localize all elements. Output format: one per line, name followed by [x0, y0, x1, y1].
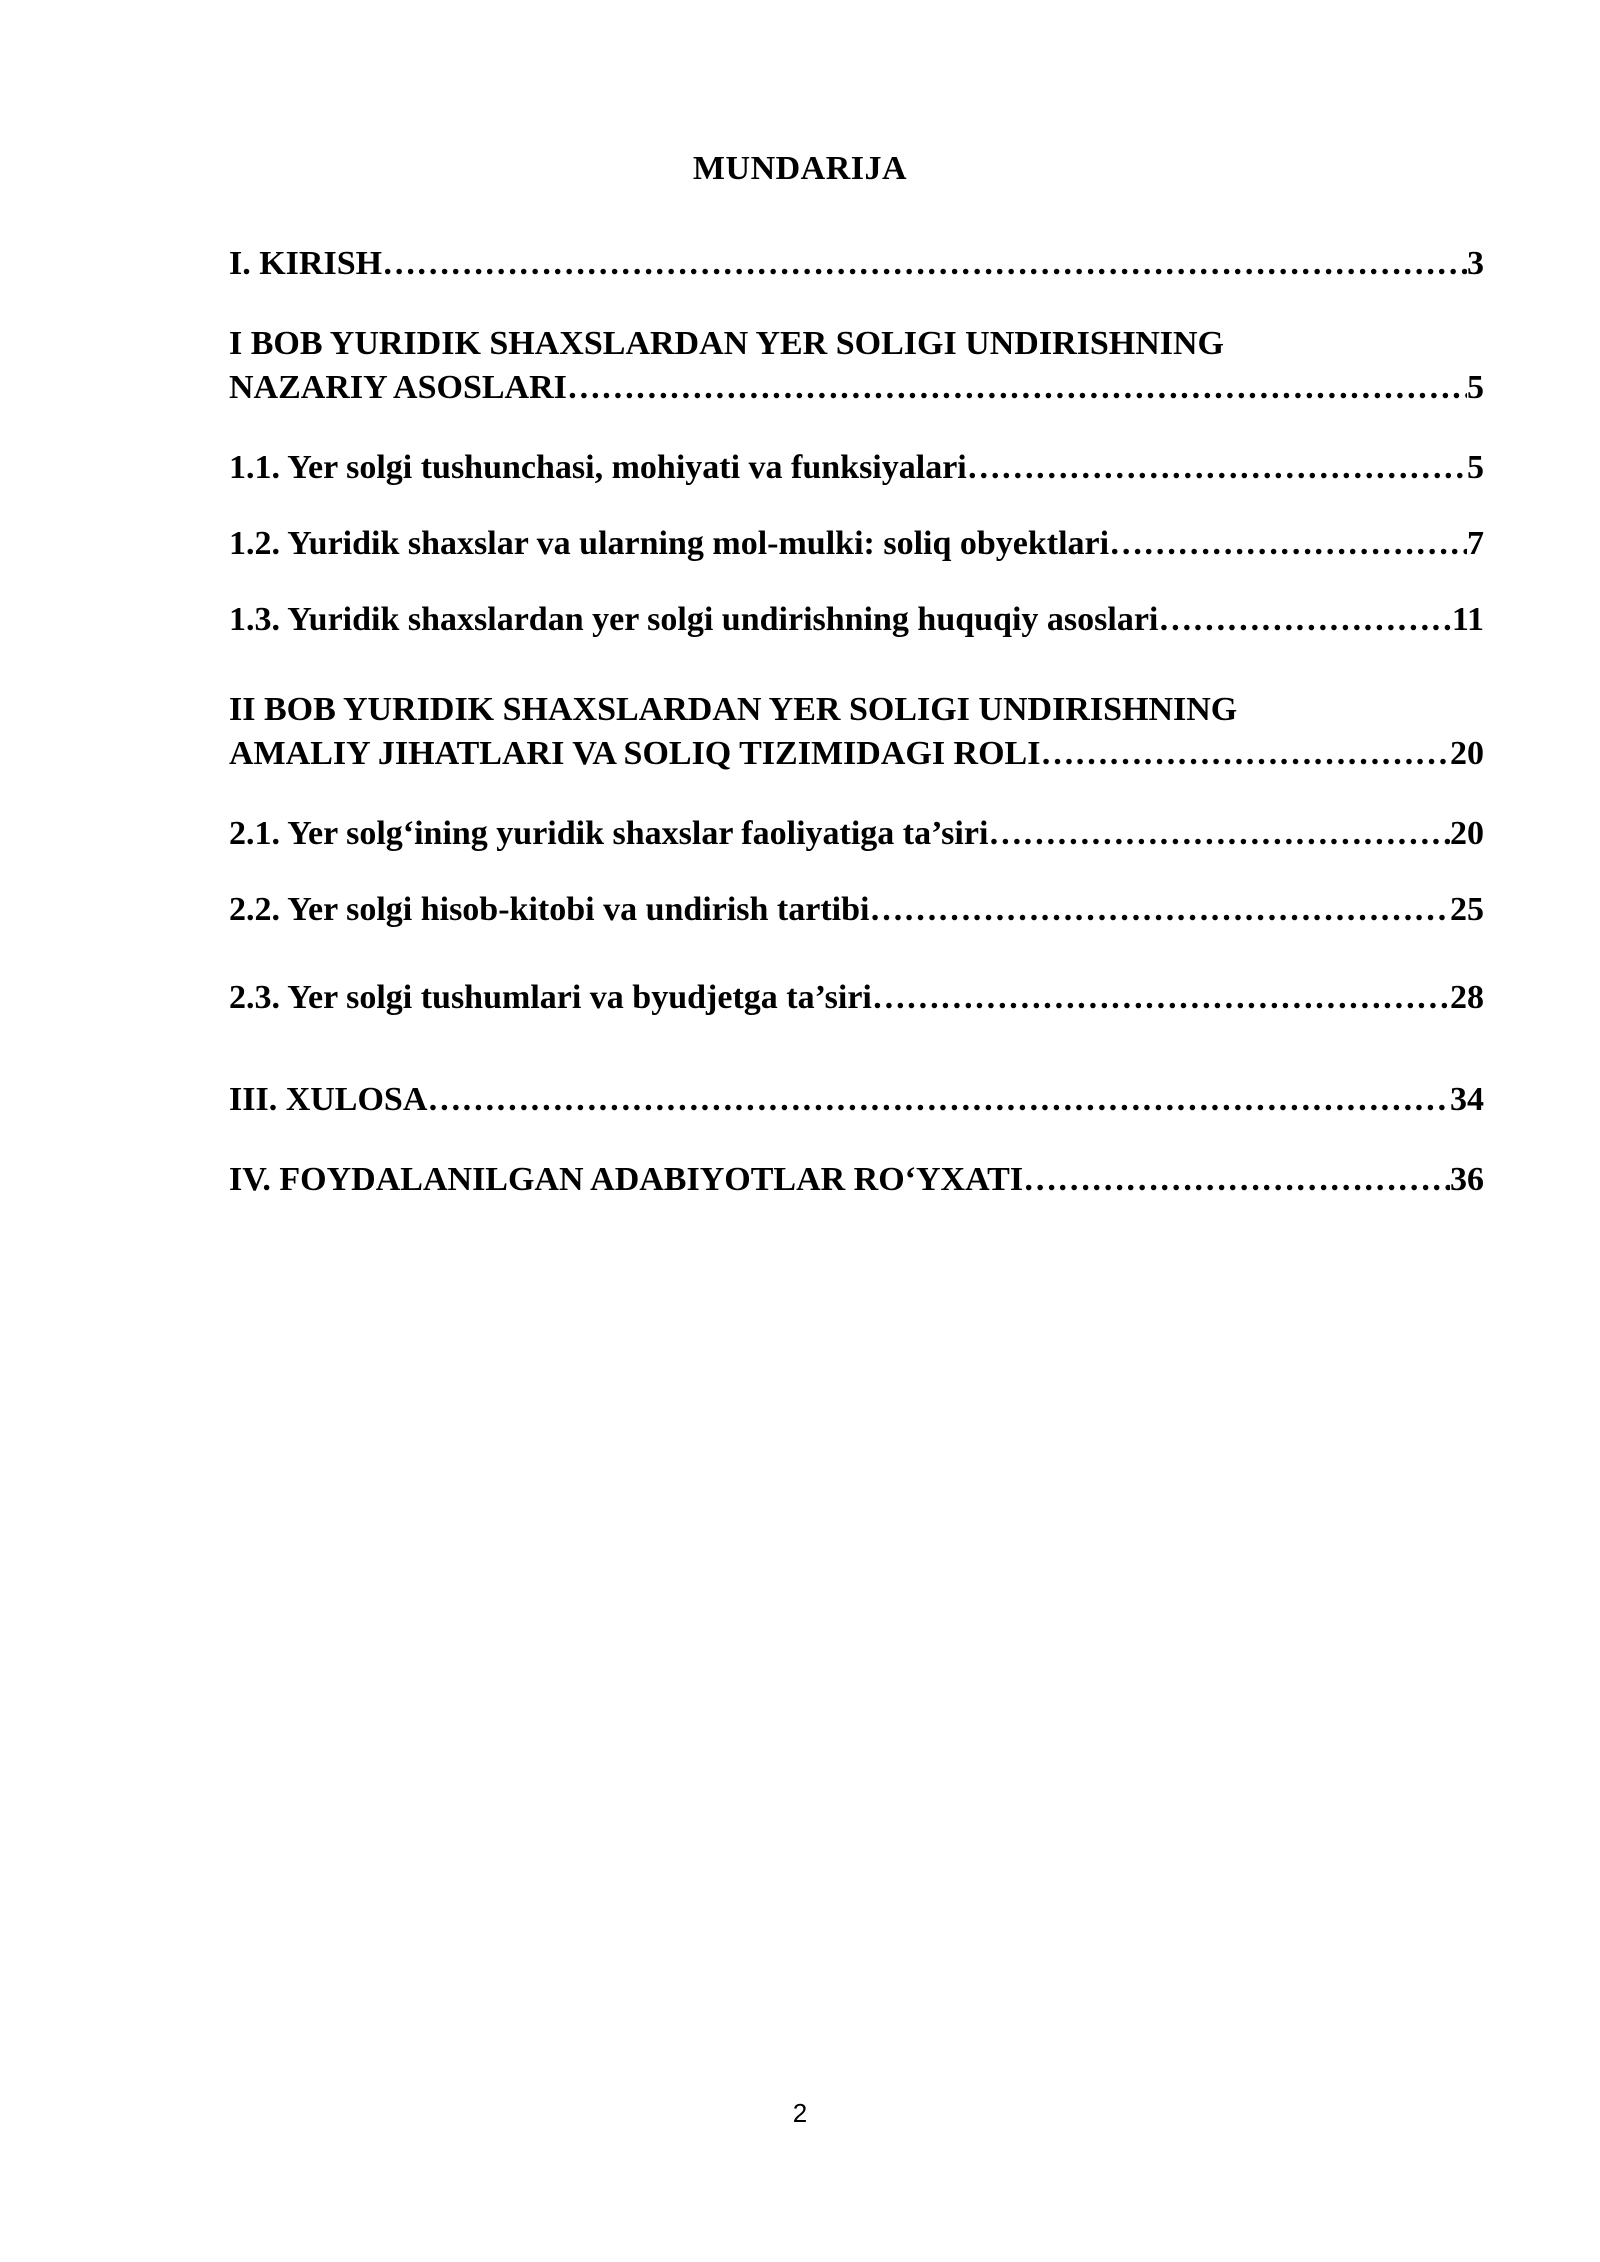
toc-entry-text: 1.2. Yuridik shaxslar va ularning mol-mulki: soliq obyektlari: [229, 525, 1110, 562]
toc-page-number: 36: [1450, 1161, 1484, 1198]
toc-leader: [427, 1078, 1450, 1122]
toc-entry-text: IV. FOYDALANILGAN ADABIYOTLAR RO‘YXATI: [229, 1161, 1024, 1198]
toc-entry-2-3[interactable]: [229, 976, 1484, 1020]
toc-leader: [967, 446, 1467, 490]
toc-entry-text: AMALIY JIHATLARI VA SOLIQ TIZIMIDAGI ROLI: [229, 735, 1041, 772]
page-number: 2: [792, 2098, 808, 2128]
toc-entry-1-3[interactable]: [229, 598, 1484, 642]
toc-entry-chapter-1[interactable]: [229, 322, 1484, 410]
toc-title: MUNDARIJA: [692, 150, 908, 187]
toc-leader: [988, 812, 1450, 856]
toc-leader: [1158, 598, 1452, 642]
toc-page-number: 11: [1451, 601, 1484, 638]
toc-entry-text: 1.1. Yer solgi tushunchasi, mohiyati va funksiyalari: [229, 449, 967, 486]
toc-leader: [567, 366, 1467, 410]
toc-leader: [872, 976, 1450, 1020]
toc-entry-2-2[interactable]: [229, 888, 1484, 932]
toc-entry-text-line1: I BOB YURIDIK SHAXSLARDAN YER SOLIGI UNDIRISHNING: [229, 325, 1224, 362]
toc-page-number: 20: [1450, 735, 1484, 772]
toc-page-number: 7: [1467, 525, 1484, 562]
toc-entry-2-1[interactable]: [229, 812, 1484, 856]
toc-entry-text: NAZARIY ASOSLARI: [229, 369, 567, 406]
toc-leader: [382, 242, 1467, 286]
toc-entry-xulosa[interactable]: [229, 1078, 1484, 1122]
toc-leader: [1023, 1158, 1450, 1202]
toc-entry-text: 2.1. Yer solg‘ining yuridik shaxslar faoliyatiga ta’siri: [229, 815, 989, 852]
toc-entry-text: III. XULOSA: [229, 1081, 428, 1118]
toc-leader: [1109, 522, 1467, 566]
toc-leader: [1040, 732, 1450, 776]
toc-entry-text: I. KIRISH: [229, 245, 383, 282]
toc-entry-text: 2.3. Yer solgi tushumlari va byudjetga ta’siri: [229, 979, 872, 1016]
toc-entry-text: 2.2. Yer solgi hisob-kitobi va undirish tartibi: [229, 891, 870, 928]
toc-entry-adabiyotlar[interactable]: [229, 1158, 1484, 1202]
toc-entry-1-2[interactable]: [229, 522, 1484, 566]
toc-page-number: 5: [1467, 449, 1484, 486]
toc-entry-text: 1.3. Yuridik shaxslardan yer solgi undirishning huquqiy asoslari: [229, 601, 1159, 638]
toc-entry-chapter-2[interactable]: [229, 688, 1484, 776]
toc-page-number: 3: [1467, 245, 1484, 282]
toc-page-number: 34: [1450, 1081, 1484, 1118]
toc-leader: [869, 888, 1450, 932]
toc-page-number: 20: [1450, 815, 1484, 852]
toc-entry-1-1[interactable]: [229, 446, 1484, 490]
toc-entry-kirish[interactable]: [229, 242, 1484, 286]
toc-page-number: 25: [1450, 891, 1484, 928]
toc-entry-text-line1: II BOB YURIDIK SHAXSLARDAN YER SOLIGI UNDIRISHNING: [229, 691, 1238, 728]
toc-page-number: 28: [1450, 979, 1484, 1016]
toc-page-number: 5: [1467, 369, 1484, 406]
